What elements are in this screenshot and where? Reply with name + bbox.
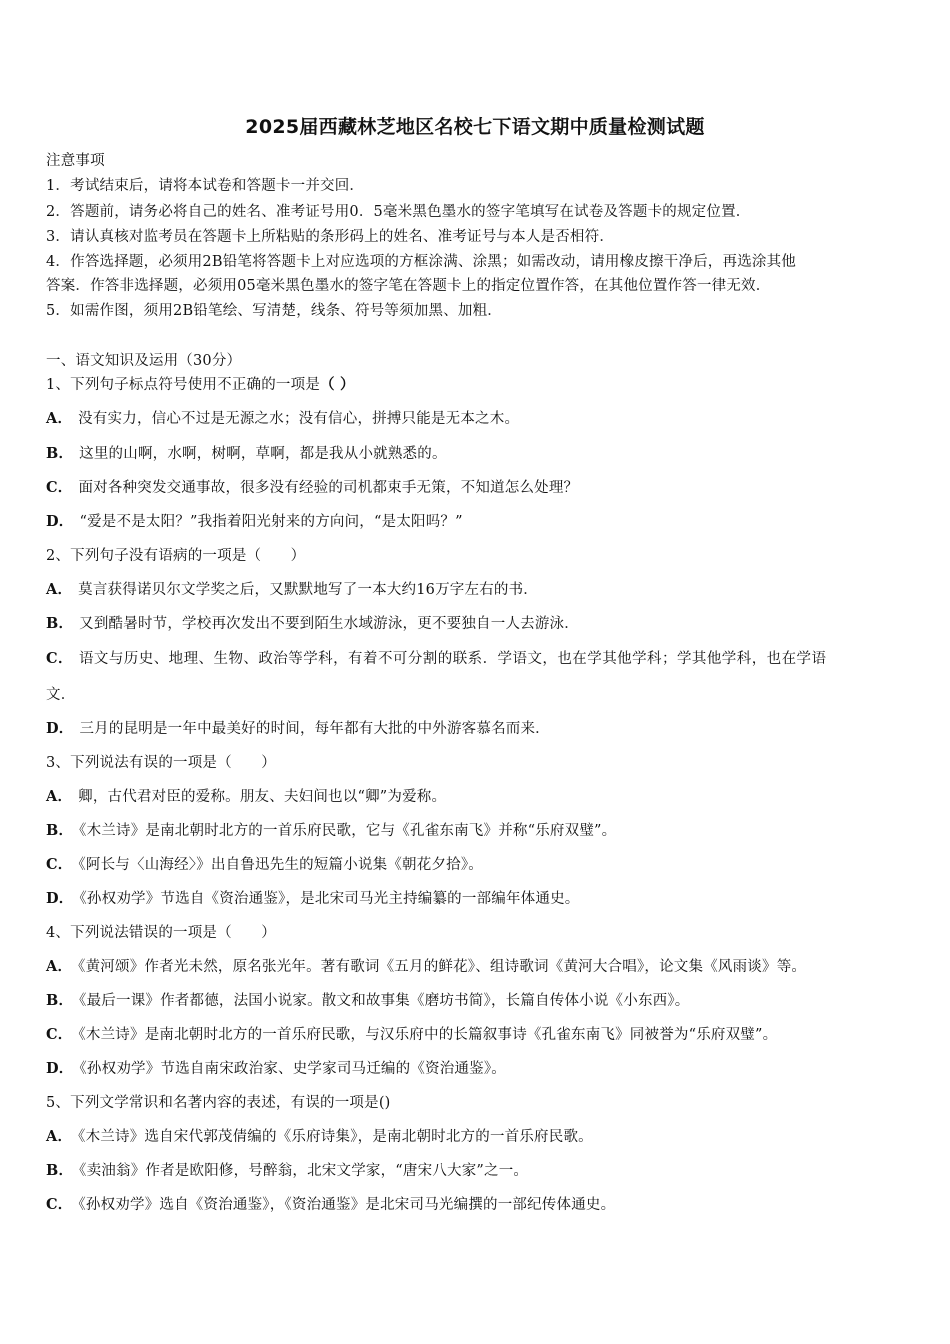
page-title: 2025届西藏林芝地区名校七下语文期中质量检测试题: [245, 116, 705, 138]
option-continuation: 文．: [46, 687, 76, 703]
option-row: [46, 478, 578, 498]
option-text: 又到酷暑时节，学校再次发出不要到陌生水域游泳，更不要独自一人去游泳．: [79, 616, 579, 632]
option-letter: B．: [46, 1162, 74, 1179]
option-letter: A．: [46, 1128, 73, 1145]
option-text: 《木兰诗》是南北朝时北方的一首乐府民歌，与汉乐府中的长篇叙事诗《孔雀东南飞》同被誉为“乐府双璧”。: [78, 1027, 778, 1043]
question-stem: [46, 375, 355, 395]
notice-item: 1．考试结束后，请将本试卷和答题卡一并交回．: [46, 178, 365, 194]
option-row: [46, 580, 538, 600]
option-letter: A．: [46, 410, 73, 427]
option-text: 三月的昆明是一年中最美好的时间，每年都有大批的中外游客慕名而来．: [79, 721, 550, 737]
option-row: [46, 1195, 615, 1215]
option-letter: A．: [46, 958, 73, 975]
option-text: “爱是不是太阳？”我指着阳光射来的方向问，“是太阳吗？”: [79, 514, 463, 530]
option-row: [46, 444, 447, 464]
answer-bracket: （ ）: [320, 376, 355, 393]
option-text: 面对各种突发交通事故，很多没有经验的司机都束手无策，不知道怎么处理？: [78, 480, 579, 496]
option-text: 《卖油翁》作者是欧阳修，号醉翁，北宋文学家，“唐宋八大家”之一。: [79, 1163, 529, 1179]
question-stem-text: 1、下列句子标点符号使用不正确的一项是: [46, 377, 321, 393]
option-letter: B．: [46, 822, 74, 839]
option-row: [46, 1059, 506, 1079]
option-text: 没有实力，信心不过是无源之水；没有信心，拼搏只能是无本之木。: [78, 411, 520, 427]
option-text: 莫言获得诺贝尔文学奖之后，又默默地写了一本大约16万字左右的书．: [78, 582, 539, 598]
option-text: 《孙权劝学》选自《资治通鉴》，《资治通鉴》是北宋司马光编撰的一部纪传体通史。: [78, 1197, 616, 1213]
notice-item: 2．答题前，请务必将自己的姓名、准考证号用0．5毫米黑色墨水的签字笔填写在试卷及答题卡的规定位置．: [46, 204, 751, 220]
option-text: 《木兰诗》是南北朝时北方的一首乐府民歌，它与《孔雀东南飞》并称“乐府双璧”。: [79, 823, 617, 839]
question-stem: 4、下列说法错误的一项是（ ）: [46, 925, 276, 941]
option-letter: A．: [46, 788, 73, 805]
section-heading: 一、语文知识及运用（30分）: [46, 353, 242, 369]
option-text: 卿，古代君对臣的爱称。朋友、夫妇间也以“卿”为爱称。: [78, 789, 447, 805]
option-row: [46, 1161, 528, 1181]
option-row: [46, 614, 579, 634]
option-row: [46, 512, 463, 532]
option-row: [46, 957, 806, 977]
question-stem: 2、下列句子没有语病的一项是（ ）: [46, 548, 306, 564]
option-row: [46, 855, 483, 875]
option-row: [46, 719, 550, 739]
option-letter: B．: [46, 445, 74, 462]
option-letter: C．: [46, 479, 73, 496]
question-stem: 3、下列说法有误的一项是（ ）: [46, 755, 276, 771]
notice-item: 答案．作答非选择题，必须用05毫米黑色墨水的签字笔在答题卡上的指定位置作答，在其他位置作答一律无效．: [46, 278, 771, 294]
option-letter: D．: [46, 890, 74, 907]
option-text: 《孙权劝学》节选自《资治通鉴》，是北宋司马光主持编纂的一部编年体通史。: [79, 891, 580, 907]
option-letter: C．: [46, 1196, 73, 1213]
option-text: 这里的山啊，水啊，树啊，草啊，都是我从小就熟悉的。: [79, 446, 447, 462]
option-letter: B．: [46, 615, 74, 632]
option-text: 语文与历史、地理、生物、政治等学科，有着不可分割的联系．学语文，也在学其他学科；学其他学科，也在学语: [78, 651, 827, 667]
notice-item: 4．作答选择题，必须用2B铅笔将答题卡上对应选项的方框涂满、涂黑；如需改动，请用橡皮擦干净后，再选涂其他: [46, 254, 797, 270]
option-letter: A．: [46, 581, 73, 598]
option-row: [46, 991, 690, 1011]
option-row: [46, 889, 579, 909]
notice-heading: 注意事项: [46, 153, 105, 169]
option-text: 《最后一课》作者都德，法国小说家。散文和故事集《磨坊书简》，长篇自传体小说《小东西》。: [79, 993, 690, 1009]
notice-item: 5．如需作图，须用2B铅笔绘、写清楚，线条、符号等须加黑、加粗．: [46, 303, 503, 319]
notice-item: 3．请认真核对监考员在答题卡上所粘贴的条形码上的姓名、准考证号与本人是否相符．: [46, 229, 615, 245]
option-row: [46, 1025, 777, 1045]
option-row: [46, 1127, 593, 1147]
option-letter: D．: [46, 720, 74, 737]
option-letter: C．: [46, 856, 73, 873]
question-stem: 5、下列文学常识和名著内容的表述，有误的一项是(): [46, 1095, 391, 1111]
option-row: [46, 409, 519, 429]
option-text: 《孙权劝学》节选自南宋政治家、史学家司马迁编的《资治通鉴》。: [79, 1061, 506, 1077]
option-row: [46, 821, 616, 841]
option-letter: D．: [46, 1060, 74, 1077]
option-letter: C．: [46, 650, 73, 667]
option-text: 《黄河颂》作者光未然，原名张光年。著有歌词《五月的鲜花》、组诗歌词《黄河大合唱》，论文集《风雨谈》等。: [78, 959, 807, 975]
option-row: [46, 649, 826, 669]
option-letter: D．: [46, 513, 74, 530]
option-text: 《木兰诗》选自宋代郭茂倩编的《乐府诗集》，是南北朝时北方的一首乐府民歌。: [78, 1129, 593, 1145]
option-letter: C．: [46, 1026, 73, 1043]
option-letter: B．: [46, 992, 74, 1009]
option-text: 《阿长与〈山海经〉》出自鲁迅先生的短篇小说集《朝花夕拾》。: [78, 857, 484, 873]
option-row: [46, 787, 446, 807]
